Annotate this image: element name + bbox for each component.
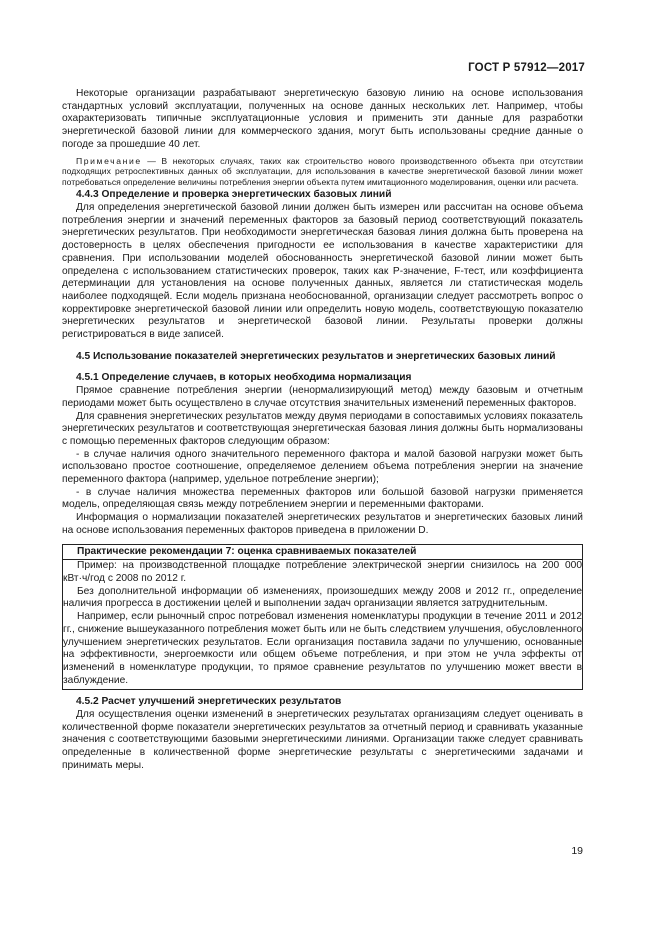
paragraph-annex-reference: Информация о нормализации показателей энергетических результатов и энергетических базовых линий на основе использования переменных факторов приведена в приложении D.	[62, 512, 583, 536]
paragraph-improvement-calculation: Для осуществления оценки изменений в энергетических результатах организациям следует оценивать в количественной форме показатели энергетических результатов за отчетный период и сравнивать указанные значения с соответствующими базовыми энергетическими линиями. Организации также следует сравнивать определенные в количественной форме энергетические результаты с энергетическими задачами и принимать меры.	[62, 709, 583, 771]
section-heading-4-5-1: 4.5.1 Определение случаев, в которых необходима нормализация	[76, 372, 412, 384]
page-content	[62, 88, 583, 773]
list-item-single-factor: - в случае наличия одного значительного переменного фактора и малой базовой нагрузки может быть использовано простое соотношение, определяемое делением объема потребления энергии на значение переменного фактора (например, удельное потребление энергии);	[62, 448, 583, 486]
page-number: 19	[571, 845, 583, 857]
practical-recommendation-box	[62, 544, 583, 691]
note-label: Примечание	[76, 155, 142, 166]
section-heading-4-5: 4.5 Использование показателей энергетических результатов и энергетических базовых линий	[76, 350, 556, 362]
box-title: Практические рекомендации 7: оценка сравниваемых показателей	[63, 545, 582, 561]
box-paragraph: Например, если рыночный спрос потребовал изменения номенклатуры продукции в течение 2011 и 2012 гг., снижение вышеуказанного потребления может быть или не быть следствием улучшения, обусловленного улучшением энергетических результатов. Если организация поставила задачи по улучшению, основанные на эффективности, энергоемкости или общем объеме потребления, и при этом не учла эффекты от изменений в номенклатуре продукции, то прямое сравнение результатов по улучшению может ввести в заблуждение.	[63, 611, 582, 686]
section-heading-4-5-2: 4.5.2 Расчет улучшений энергетических результатов	[76, 696, 342, 708]
section-heading-4-4-3: 4.4.3 Определение и проверка энергетических базовых линий	[76, 189, 392, 201]
paragraph-direct-comparison: Прямое сравнение потребления энергии (ненормализирующий метод) между базовым и отчетным периодами может быть осуществлено в случае отсутствия значительных изменений переменных факторов.	[62, 385, 583, 409]
paragraph-baseline-conditions: Некоторые организации разрабатывают энергетическую базовую линию на основе использования стандартных условий эксплуатации, полученных на основе данных нескольких лет. Например, чтобы охарактеризовать типичные эксплуатационные условия и применить эти данные для разработки энергетической базовой линии для коммерческого здания, могут быть использованы средние данные о погоде за прошедшие 40 лет.	[62, 88, 583, 150]
document-header: ГОСТ Р 57912—2017	[468, 62, 585, 74]
box-example: Пример: на производственной площадке потребление электрической энергии снизилось на 200 000 кВт·ч/год с 2008 по 2012 г.	[63, 560, 582, 584]
note-text: — В некоторых случаях, таких как строительство нового производственного объекта при отсутствии подходящих ретроспективных данных об эксплуатации, для использования в качестве энергетической базовой линии может потребоваться определение величины потребления энергии объекта путем имитационного моделирования, оценки или расчета.	[62, 155, 583, 187]
box-paragraph: Без дополнительной информации об изменениях, произошедших между 2008 и 2012 гг., определение наличия прогресса в достижении целей и выполнении задач организации является затруднительным.	[63, 585, 582, 610]
list-item-multiple-factors: - в случае наличия множества переменных факторов или большой базовой нагрузки применяется модель, определяющая связь между потреблением энергии и переменными факторами.	[62, 486, 583, 511]
paragraph-baseline-definition: Для определения энергетической базовой линии должен быть измерен или рассчитан на основе объема потребления энергии и значений переменных факторов за базовый период соответствующий показатель энергетических результатов. При необходимости энергетическая базовая линия должна быть проверена на достоверность в целях обеспечения пригодности ее использования в качестве характеристики для сравнения. При использовании моделей обоснованность энергетической базовой линии может быть определена с использованием статистических проверок, таких как P-значение, F-тест, или коэффициента детерминации для установления на основе полученных данных, является ли статистическая модель наиболее подходящей. Если модель признана необоснованной, организации следует рассмотреть вопрос о корректировке энергетической базовой линии или определить новую модель, соответствующую показателю энергетических результатов и энергетической базовой линии. Результаты проверки должны регистрироваться в виде записей.	[62, 202, 583, 341]
box-body	[63, 560, 582, 689]
note	[62, 156, 583, 188]
paragraph-normalization: Для сравнения энергетических результатов между двумя периодами в сопоставимых условиях показатель энергетических результатов и соответствующая энергетическая базовая линия должны быть нормализованы с помощью переменных факторов следующим образом:	[62, 410, 583, 447]
